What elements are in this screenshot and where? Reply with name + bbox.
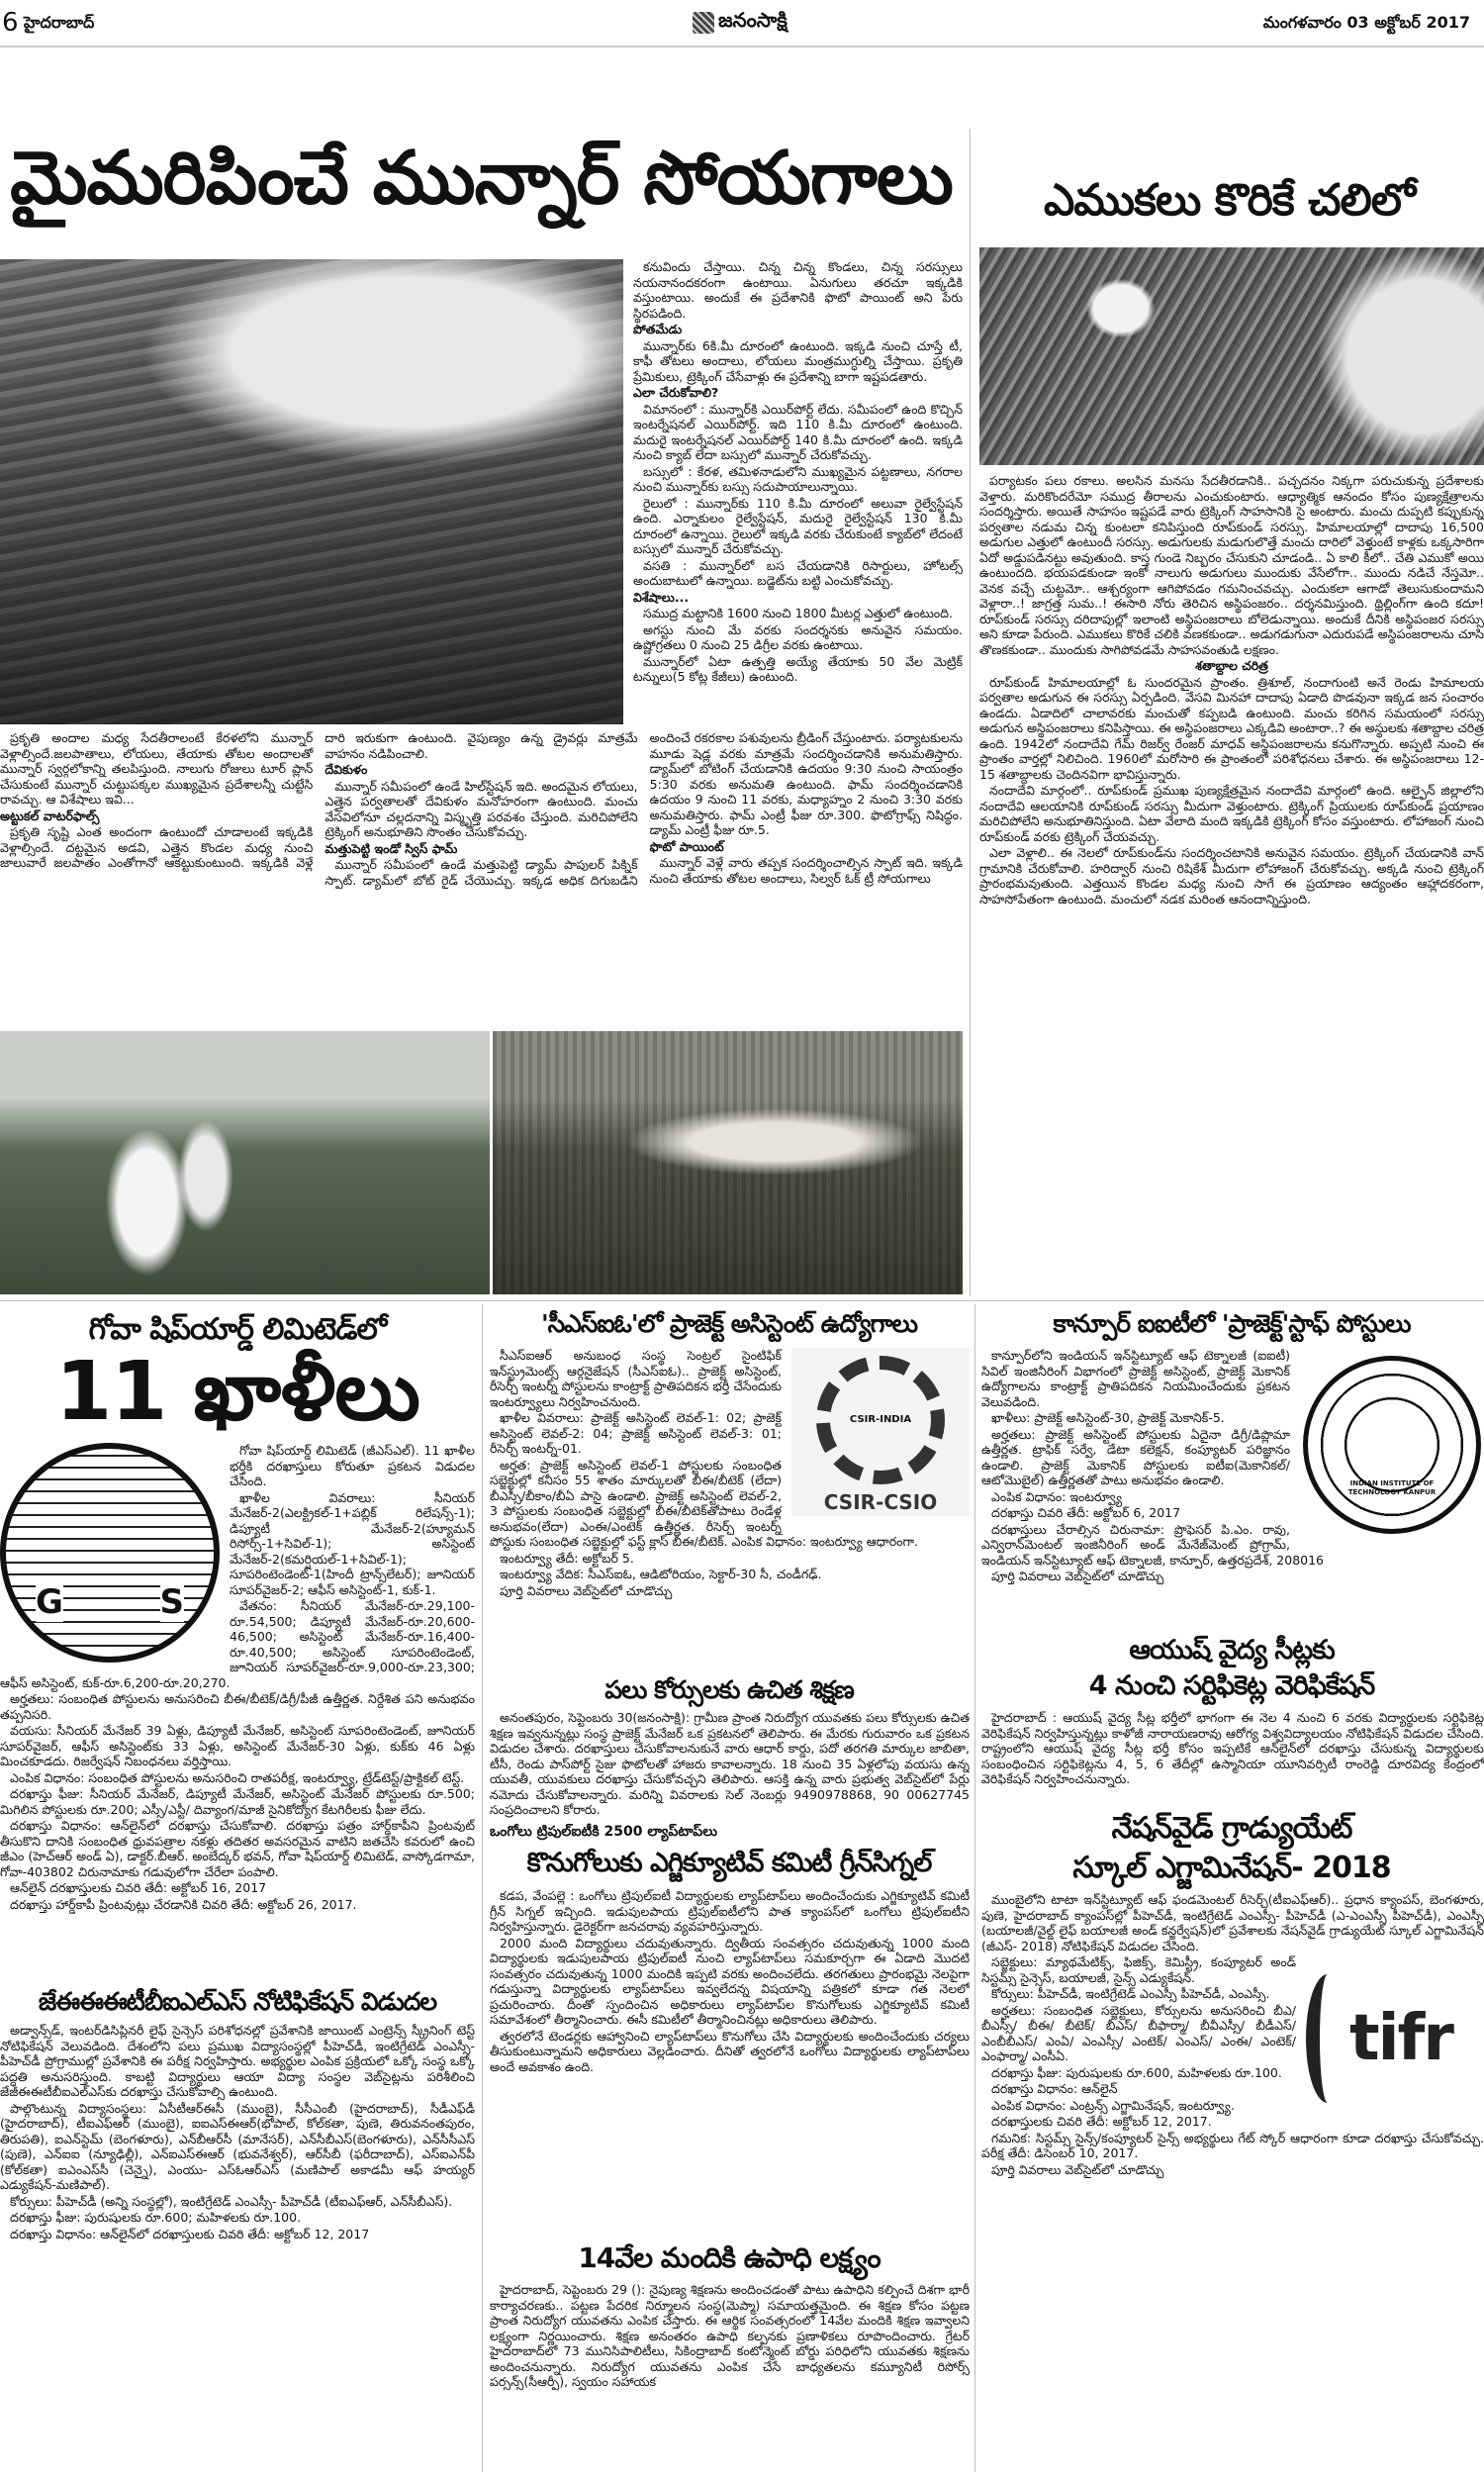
logo-ring-text: CSIR-INDIA bbox=[849, 1414, 912, 1426]
tifr-headline bbox=[979, 1809, 1484, 1888]
ayush-body: హైదరాబాద్ : ఆయుష్ వైద్య సీట్ల భర్తీలో భాగంగా ఈ నెల 4 నుంచి 6 వరకు విద్యార్థులకు సర్టిఫికెట్ల వెరిఫికేషన్ నిర్వహిస్తున్నట్లు కాళోజీ నారాయణరావు ఆరోగ్య విశ్వవిద్యాలయం నోటిఫికేషన్ విడుదల చేసింది. రాష్ట్రంలోని ఆయుష్ వైద్య సీట్ల భర్తీ కోసం ఇప్పటికే ఆన్‌లైన్‌లో దరఖాస్తు చేసుకున్న విద్యార్థులకు సంబంధించిన సర్టిఫికెట్లను 4, 5, 6 తేదీల్లో ఉస్మానియా యూనివర్సిటీ రాంరెడ్డి దూరవిద్య కేంద్రంలో వెరిఫికేషన్ నిర్వహించనున్నారు. bbox=[981, 1710, 1484, 1786]
tifr-logo bbox=[1306, 1954, 1484, 2123]
csio-body: CSIR-INDIA CSIR-CSIO సీఎస్ఐఆర్ అనుబంధ సంస్థ సెంట్రల్ సైంటిఫిక్ ఇన్‌స్ట్రుమెంట్స్ ఆర్గనైజేషన్ (సీఎస్ఐఓ).. ప్రాజెక్ట్ అసిస్టెంట్, రీసెర్చ్ ఇంటర్న్ పోస్టులను కాంట్రాక్ట్ ప్రాతిపదికన భర్తీ చేసేందుకు ఇంటర్వ్యూలు నిర్వహించనుంది. ఖాళీల వివరాలు: ప్రాజెక్ట్ అసిస్టెంట్ లెవల్-1: 02; ప్రాజెక్ట్ అసిస్టెంట్ లెవల్-2: 04; ప్రాజెక్ట్ అసిస్టెంట్ లెవల్-3: 01; రీసెర్చ్ ఇంటర్న్-01. అర్హత: ప్రాజెక్ట్ అసిస్టెంట్ లెవల్-1 పోస్టులకు సంబంధిత సబ్జెక్టుల్లో కనీసం 55 శాతం మార్కులతో బీఈ/బీటెక్ (లేదా) బీఎస్సీ/బీకాం/బీఏ పాసై ఉండాలి. ప్రాజెక్ట్ అసిస్టెంట్ లెవల్-2, 3 పోస్టులకు సంబంధిత సబ్జెక్టుల్లో బీఈ/బీటెక్‌తోపాటు రెండేళ్ల అనుభవం(లేదా) ఎంఈ/ఎంటెక్ ఉత్తీర్ణత. రీసెర్చ్ ఇంటర్న్ పోస్టుకు సంబంధిత సబ్జెక్టుల్లో ఫస్ట్ క్లాస్ బీఈ/బీటెక్. ఎంపిక విధానం: ఇంటర్వ్యూ ఆధారంగా. ఇంటర్వ్యూ తేదీ: అక్టోబర్ 5. ఇంటర్వ్యూ వేదిక: సీఎస్ఐఓ, ఆడిటోరియం, సెక్టార్-30 సీ, చండీగఢ్. పూర్తి వివరాలు వెబ్‌సైట్‌లో చూడొచ్చు bbox=[490, 1348, 970, 1669]
goa-kicker: గోవా షిప్‌యార్డ్ లిమిటెడ్‌లో bbox=[88, 1312, 387, 1347]
free-training-headline: పలు కోర్సులకు ఉచిత శిక్షణ bbox=[604, 1675, 854, 1704]
iit-kanpur-logo bbox=[1300, 1348, 1484, 1542]
page-number: 6 bbox=[2, 8, 19, 38]
edition-city: హైదరాబాద్ bbox=[24, 13, 95, 32]
tifr-headline-line1: నేషన్‌వైడ్ గ్రాడ్యుయేట్ bbox=[1111, 1811, 1352, 1846]
laptops-kicker: ఒంగోలు ట్రిపుల్‌ఐటీకి 2500 ల్యాప్‌టాప్‌లు bbox=[490, 1824, 717, 1840]
skeleton-headline: ఎముకలు కొరికే చలిలో bbox=[1043, 175, 1416, 226]
jee-body: అడ్వాన్స్‌డ్, ఇంటర్‌డిసిప్లినరీ లైఫ్ సైన్సెస్ పరిశోధనల్లో ప్రవేశానికి జాయింట్ ఎంట్రెన్స్ స్క్రీనింగ్ టెస్ట్ నోటిఫికేషన్ వెలువడింది. దేశంలోని పలు ప్రముఖ విద్యాసంస్థల్లో పీహెచ్‌డీ, ఇంటిగ్రేటెడ్ ఎంఎస్సీ-పీహెచ్‌డీ ప్రోగ్రాముల్లో ప్రవేశానికి ఈ పరీక్ష నిర్వహిస్తారు. అభ్యర్థుల ఎంపిక ప్రక్రియలో ఒక్కో సంస్థ ఒక్కో పద్ధతి అనుసరిస్తుంది. కాబట్టి విద్యార్థులు ఆయా విద్యా సంస్థల వెబ్‌సైట్లను పరిశీలించి జేజీఈఈటీబీఐఎల్ఎస్‌కు దరఖాస్తు చేసుకోవాల్సి ఉంటుంది. పాల్గొంటున్న విద్యాసంస్థలు: ఏసీటీఆర్ఈసీ (ముంబై), సీసీఎంబీ (హైదరాబాద్), సీడీఎఫ్‌డీ (హైదరాబాద్), టీఐఎఫ్ఆర్ (ముంబై), ఐఐఎస్ఈఆర్(భోపాల్, కోల్‌కతా, పుణె, తిరువనంతపురం, తిరుపతి), ఐఎన్‌స్టెమ్ (బెంగళూరు), ఎన్‌బీఆర్‌సీ (మానేసర్), ఎన్‌సీబీఎస్(బెంగళూరు), ఎన్‌సీసీఎస్ (పుణె), ఎన్ఐఐ (న్యూఢిల్లీ), ఎన్ఐఎస్ఈఆర్ (భువనేశ్వర్), ఆర్‌సీబీ (ఫరీదాబాద్), ఎస్ఐఎన్‌పీ (కోల్‌కతా) ఐఎంఎస్‌సీ (చెన్నై), ఎంయు- ఎస్ఓఆర్ఎస్ (మణిపాల్ అకాడమీ ఆఫ్ హయ్యర్ ఎడ్యుకేషన్-మణిపాల్). కోర్సులు: పీహెచ్‌డీ (అన్ని సంస్థల్లో), ఇంటిగ్రేటెడ్ ఎంఎస్సీ- పీహెచ్‌డీ (టీఐఎఫ్ఆర్, ఎన్‌సీబీఎస్). దరఖాస్తు ఫీజు: పురుషులకు రూ.600; మహిళలకు రూ.100. దరఖాస్తు విధానం: ఆన్‌లైన్‌లో దరఖాస్తులకు చివరి తేదీ: అక్టోబర్ 12, 2017 bbox=[0, 2023, 475, 2241]
iit-seal-icon bbox=[1303, 1356, 1481, 1534]
munnar-headline: మైమరిపించే మున్నార్ సోయగాలు bbox=[10, 136, 953, 221]
munnar-body: ప్రకృతి అందాల మధ్య సేదతీరాలంటే కేరళలోని మున్నార్ వెళ్లాల్సిందే.జలపాతాలు, లోయలు, తేయాకు తోటల అందాలతో మున్నార్ స్వర్గలోకాన్ని తలపిస్తుంది. నాలుగు రోజులు టూర్ ప్లాన్ చేసుకుంటే మున్నార్ చుట్టుపక్కల ముఖ్యమైన ప్రదేశాలన్నీ చుట్టేసి రావచ్చు. ఆ విశేషాలు ఇవి... అట్టుకల్ వాటర్‌ఫాల్స్ ప్రకృతి సృష్టి ఎంత అందంగా ఉంటుందో చూడాలంటే ఇక్కడికి వెళ్లాల్సిందే. దట్టమైన అడవి, ఎత్తైన కొండల మధ్య నుంచి జాలువారే జలపాతం ఎంతోగానో ఆకట్టుకుంటుంది. ఇక్కడికి వెళ్లే దారి ఇరుకుగా ఉంటుంది. వైపుణ్యం ఉన్న డ్రైవర్లు మాత్రమే వాహనం నడిపించాలి. దేవికుళం మున్నార్ సమీపంలో ఉండే హిల్‌స్టేషన్ ఇది. అందమైన లోయలు, ఎత్తైన పర్వతాలతో దేవికుళం మనోహరంగా ఉంటుంది. మంచు వేసవిలోనూ చల్లదనాన్ని విస్మృత్తి పరవశం చేస్తుంది. మరిచిపోలేని ట్రెక్కింగ్ అనుభూతిని సొంతం చేసుకోవచ్చు. మత్తుపెట్టి ఇండో స్విస్ ఫామ్ మున్నార్ సమీపంలో ఉండే మత్తుపెట్టి డ్యామ్ పాపులర్ పిక్నిక్ స్పాట్. డ్యామ్‌లో బోట్ రైడ్ చేయొచ్చు. ఇక్కడ అధిక దిగుబడిని అందించే రకరకాల పశువులను బ్రీడింగ్ చేస్తుంటారు. పర్యాటకులను మూడు షెడ్ల వరకు మాత్రమే సందర్శించడానికి అనుమతిస్తారు. డ్యామ్‌లో బోటింగ్ చేయడానికి ఉదయం 9:30 నుంచి సాయంత్రం 5:30 వరకు అనుమతి ఉంటుంది. ఫామ్ సందర్శించడానికి ఉదయం 9 నుంచి 11 వరకు, మధ్యాహ్నం 2 నుంచి 3:30 వరకు అనుమతిస్తారు. ఫామ్ ఎంట్రీ ఫీజు రూ.300. ఫొటోగ్రాఫ్స్ నిషిద్ధం. డ్యామ్ ఎంట్రీ ఫీజు రూ.5. ఫొటో పాయింట్ మున్నార్ వెళ్లే వారు తప్పక సందర్శించాల్సిన స్పాట్ ఇది. ఇక్కడి నుంచి తేయాకు తోటల అందాలు, సిల్వర్ ఓక్ ట్రీ సోయగాలు bbox=[0, 730, 963, 888]
ayush-headline-line1: ఆయుష్ వైద్య సీట్లకు bbox=[1129, 1635, 1335, 1666]
logo-caption: CSIR-CSIO bbox=[823, 1490, 938, 1514]
tea-plantation-photo bbox=[0, 259, 623, 724]
goa-intro: గోవా షిప్‌యార్డ్ లిమిటెడ్ (జీఎస్ఎల్). 11 ఖాళీల భర్తీకి దరఖాస్తులు కోరుతూ ప్రకటన విడుదల చేసింది. bbox=[230, 1443, 475, 1488]
gear-emblem-icon bbox=[816, 1356, 945, 1484]
csir-csio-logo bbox=[791, 1348, 970, 1516]
page-header bbox=[0, 0, 1484, 48]
ayush-headline bbox=[979, 1633, 1484, 1704]
goa-shipyard-logo bbox=[0, 1443, 220, 1663]
goa-body: G S గోవా షిప్‌యార్డ్ లిమిటెడ్ (జీఎస్ఎల్). 11 ఖాళీల భర్తీకి దరఖాస్తులు కోరుతూ ప్రకటన విడుదల చేసింది. ఖాళీల వివరాలు: సీనియర్ మేనేజర్-2(ఎలక్ట్రికల్-1+పబ్లిక్ రిలేషన్స్-1); డిప్యూటీ మేనేజర్-2(హ్యూమన్ రిసోర్స్-1+సివిల్-1); అసిస్టెంట్ మేనేజర్-2(కమర్షియల్-1+సివిల్-1); సూపరింటెండెంట్-1(హిందీ ట్రాన్స్‌లేటర్); జూనియర్ సూపర్‌వైజర్-2; ఆఫీస్ అసిస్టెంట్-1, కుక్-1. వేతనం: సీనియర్ మేనేజర్-రూ.29,100-రూ.54,500; డిప్యూటీ మేనేజర్-రూ.20,600-46,500; అసిస్టెంట్ మేనేజర్-రూ.16,400-రూ.40,500; అసిస్టెంట్ సూపరింటెండెంట్, జూనియర్ సూపర్‌వైజర్-రూ.9,000-రూ.23,300; ఆఫీస్ అసిస్టెంట్, కుక్-రూ.6,200-రూ.20,270. అర్హతలు: సంబంధిత పోస్టులను అనుసరించి బీఈ/బీటెక్/డిగ్రీ/పీజీ ఉత్తీర్ణత. నిర్దేశిత పని అనుభవం తప్పనిసరి. వయసు: సీనియర్ మేనేజర్ 39 ఏళ్లు, డిప్యూటీ మేనేజర్, అసిస్టెంట్ సూపరింటెండెంట్, జూనియర్ సూపర్‌వైజర్, ఆఫీస్ అసిస్టెంట్‌కు 33 ఏళ్లు, అసిస్టెంట్ మేనేజర్-30 ఏళ్లు, కుక్‌కు 46 ఏళ్లు మించకూడదు. రిజర్వేషన్ నిబంధనలు వర్తిస్తాయి. ఎంపిక విధానం: సంబంధిత పోస్టులను అనుసరించి రాతపరీక్ష, ఇంటర్వ్యూ, ట్రేడ్‌టెస్ట్/ప్రాక్టికల్ టెస్ట్. దరఖాస్తు ఫీజు: సీనియర్ మేనేజర్, డిప్యూటీ మేనేజర్, అసిస్టెంట్ మేనేజర్ పోస్టులకు రూ.500; మిగిలిన పోస్టులకు రూ.200; ఎస్సీ/ఎస్టీ/ దివ్యాంగ/మాజీ సైనికోద్యోగ కేటగిరీలకు ఫీజు లేదు. దరఖాస్తు విధానం: ఆన్‌లైన్‌లో దరఖాస్తు చేసుకోవాలి. దరఖాస్తు పత్రం హార్డ్‌కాపీని ప్రింటవుట్ తీసుకొని దానికి సంబంధిత ధ్రువపత్రాల నకళ్లు తదితర అవసరమైన వాటిని జతచేసి కవరులో ఉంచి జీఎం (హెచ్ఆర్ అండ్ ఏ), డాక్టర్.బీఆర్. అంబేద్కర్ భవన్, గోవా షిప్‌యార్డ్ లిమిటెడ్, వాస్కోడగామా, గోవా-403802 చిరునామాకు గడువులోగా చేరేలా పంపాలి. ఆన్‌లైన్ దరఖాస్తులకు చివరి తేదీ: అక్టోబర్ 16, 2017 దరఖాస్తు హార్డ్‌కాపీ ప్రింటవుట్లు చేరడానికి చివరి తేదీ: అక్టోబర్ 26, 2017. bbox=[0, 1443, 475, 1912]
csio-headline: 'సీఎస్ఐఓ'లో ప్రాజెక్ట్ అసిస్టెంట్ ఉద్యోగాలు bbox=[540, 1309, 918, 1338]
skeleton-photo bbox=[979, 247, 1484, 465]
goa-headline: 11 ఖాళీలు bbox=[55, 1345, 419, 1439]
jee-headline: జేఈఈఈటీబీఐఎల్ఎస్ నోటిఫికేషన్ విడుదల bbox=[38, 1987, 437, 2016]
munnar-side-column: కనువిందు చేస్తాయి. చిన్న చిన్న కొండలు, చిన్న సరస్సులు నయనానందకరంగా ఉంటాయి. ఏనుగులు తరచూ ఇక్కడికి వస్తుంటాయి. అందుకే ఈ ప్రదేశానికి ఫొటో పాయింట్ అని పేరు స్థిరపడింది. పోతమేడు మున్నార్‌కు 6కి.మీ దూరంలో ఉంటుంది. ఇక్కడి నుంచి చూస్తే టీ, కాఫీ తోటలు అందాలు, లోయలు మంత్రముగ్ధుల్ని చేస్తాయి. ప్రకృతి ప్రేమికులు, ట్రెక్కింగ్ చేసేవాళ్లు ఈ ప్రదేశాన్ని బాగా ఇష్టపడతారు. ఎలా చేరుకోవాలి? విమానంలో : మున్నార్‌కి ఎయిర్‌పోర్ట్ లేదు. సమీపంలో ఉంది కొచ్చిన్ ఇంటర్నేషనల్ ఎయిర్‌పోర్ట్. ఇది 110 కి.మీ దూరంలో ఉంటుంది. మదురై ఇంటర్నేషనల్ ఎయిర్‌పోర్ట్ 140 కి.మీ దూరంలో ఉంది. ఇక్కడి నుంచి క్యాబ్ లేదా బస్సులో మున్నార్ చేరుకోవచ్చు. బస్సులో : కేరళ, తమిళనాడులోని ముఖ్యమైన పట్టణాలు, నగరాల నుంచి మున్నార్‌కు బస్సు సదుపాయాలున్నాయి. రైలులో : మున్నార్‌కు 110 కి.మీ దూరంలో అలువా రైల్వేస్టేషన్ ఉంది. ఎర్నాకులం రైల్వేస్టేషన్, మదురై రైల్వేస్టేషన్ 130 కి.మీ దూరంలో ఉన్నాయి. రైలులో ఇక్కడి వరకు చేరుకుంటే క్యాబ్‌లో లేదంటే బస్సులో మున్నార్ చేరుకోవచ్చు. వసతి : మున్నార్‌లో బస చేయడానికి రిసార్టులు, హోటల్స్ అందుబాటులో ఉన్నాయి. బడ్జెట్‌ను బట్టి ఎంచుకోవచ్చు. విశేషాలు... సముద్ర మట్టానికి 1600 నుంచి 1800 మీటర్ల ఎత్తులో ఉంటుంది. అగస్టు నుంచి మే వరకు సందర్శనకు అనువైన సమయం. ఉష్ణోగ్రతలు 0 నుంచి 25 డిగ్రీల వరకు ఉంటాయి. మున్నార్‌లో ఏటా ఉత్పత్తి అయ్యే తేయాకు 50 వేల మెట్రిక్ టన్నులు(5 కోట్ల కేజీలు) ఉంటుంది. bbox=[633, 259, 963, 684]
skeleton-body: పర్యాటకం పలు రకాలు. అలసిన మనసు సేదతీరడానికి.. పచ్చదనం నిక్కగా పరుచుకున్న ప్రదేశాలకు వెళ్తారు. మరికొందరేమో సముద్ర తీరాలను ఎంచుకుంటారు. ఆధ్యాత్మిక ఆనందం కోసం పుణ్యక్షేత్రాలను సందర్శిస్తారు. అయితే సాహసం ఇష్టపడే వారు ట్రెక్కింగ్ సాహసానికి సై అంటారు. మంచు దుప్పటి కప్పుకున్న పర్వతాల నడుమ చిన్న కుంటలా కనిపిస్తుంది రూప్‌కుండ్ సరస్సు. హిమాలయాల్లో దాదాపు 16,500 అడుగుల ఎత్తులో ఉంటుందీ సరస్సు. అడుగులకు మడుగులొత్తే మంచు దారిలో వెళ్తుంటే కాళ్లకు ఒక్కసారిగా ఏదో అడ్డుపడినట్టు అవుతుంది. కాస్త గుండె నిబ్బరం చేసుకుని చూడండి.. ఏ కాలి కీలో.. చేతి ఎముకో అయి ఉంటుందది. భయపడకుండా ఇంకో నాలుగు అడుగులు ముందుకు వేసేలోగా.. ముందు నడిచే నేస్తమో.. వెనక వచ్చే చుట్టమో.. ఆశ్చర్యంగా ఆగిపోవడం గమనించవచ్చు. ఎందుకలా ఆగాడో తెలుసుకుందామని వెళ్లారా..! జాగ్రత్త సుమ..! ఈసారి నోరు తెరిచిన అస్థిపంజరం.. దర్శనమిస్తుంది. థ్రిల్లింగ్‌గా ఉంది కదూ! రూప్‌కుండ్ సరస్సు దరిదాపుల్లో ఇలాంటి అస్థిపంజరాలు బోలెడున్నాయి. అందుకే దీనికి అస్థిపంజర సరస్సు అని కూడా పేరుంది. ఎముకలు కొరికే చలికి వణకకుండా.. అడుగడుగునా ఎదురుపడే అస్థిపంజరాలను చూసి తొణకకుండా.. ముందుకు సాగిపోవడమే సాహసవంతుడి లక్షణం. శతాబ్దాల చరిత్ర రూప్‌కుండ్ హిమాలయాల్లో ఓ సుందరమైన ప్రాంతం. త్రిశూల్, నందాగుంటి అనే రెండు హిమాలయ పర్వతాల అడుగున ఈ సరస్సు ఏర్పడింది. వేసవి మినహా దాదాపు ఏడాది పొడవునా ఇక్కడ జన సంచారం ఉండదు. ఏడాదిలో చాలావరకు మంచుతో కప్పబడి ఉంటుంది. మంచు కరిగిన సమయంలో సరస్సు అడుగున అస్థిపంజరాలు కనిపిస్తాయి. ఈ అస్థిపంజరాలు ఎక్కడివి అంటారా..? ఈ అస్థులకు శతాబ్దాల చరిత్ర ఉంది. 1942లో నందాదేవి గేమ్ రిజర్వ్ రేంజర్ మాధవ్ అస్థిపంజరాలను కనుగొన్నారు. అప్పటి నుంచి ఈ ప్రాంతం వార్తల్లో నిలిచింది. 1960లో మరోసారి ఈ ప్రాంతంలో పరిశోధనలు చేశారు. ఈ అస్థిపంజరాలు 12-15 శతాబ్దాలకు చెందినవిగా భావిస్తున్నారు. నందాదేవి మార్గంలో.. రూప్‌కుండ్ ప్రముఖ పుణ్యక్షేత్రమైన నందాదేవి మార్గంలో ఉంది. ఆల్ఫైన్ జిల్లాలోని నందాదేవి ఆలయానికి రూప్‌కుండ్ సరస్సు మీదుగా వెళ్తుంటారు. ట్రెక్కింగ్ ప్రియులకు రూప్‌కుండ్ ప్రయాణం మరిచిపోలేని అనుభూతినిస్తుంది. ఏటా వేలాది మంది ఇక్కడికి ట్రెక్కింగ్ కోసం వస్తుంటారు. లోహాజంగ్ నుంచి రూప్‌కుండ్ వరకు ట్రెక్కింగ్ చేయవచ్చు. ఎలా వెళ్లాలి.. ఈ నెలలో రూప్‌కుండ్‌ను సందర్శించటానికి అనువైన సమయం. ట్రెక్కింగ్ చేయడానికి వాన్ గ్రామానికి చేరుకోవాలి. హరిద్వార్ నుంచి రిషికేశ్ మీదుగా లోహాజంగ్ చేరుకోవచ్చు. అక్కడి నుంచి ట్రెక్కింగ్ ప్రారంభమవుతుంది. ఎత్తయిన కొండల మధ్య నుంచి సాగే ఈ ప్రయాణం ఆద్యంతం ఆహ్లాదకరంగా, సాహసోపేతంగా ఉంటుంది. మంచులో నడక మరింత ఆనందాన్నిస్తుంది. bbox=[979, 473, 1484, 906]
tifr-logo-text: tifr bbox=[1349, 2002, 1452, 2075]
logo-letter-g: G bbox=[36, 1582, 63, 1622]
laptops-body: కడప, వేంపల్లె : ఒంగోలు ట్రిపుల్‌ఐటీ విద్యార్థులకు ల్యాప్‌టాప్‌లు అందించేందుకు ఎగ్జిక్యూటివ్ కమిటీ గ్రీన్ సిగ్నల్ ఇచ్చింది. ఇడుపులపాయ ట్రిపుల్‌ఐటీలోని పాత క్యాంపస్‌లో ఒంగోలు ట్రిపుల్‌ఐటీని నిర్వహిస్తున్నారు. డైరెక్టర్‌గా జనచరావు వ్యవహరిస్తున్నారు. 2000 మంది విద్యార్థులు చదువుతున్నారు. ద్వితీయ సంవత్సరం చదువుతున్న 1000 మంది విద్యార్థులకు ఇడుపులపాయ ట్రిపుల్‌ఐటీ నుంచి ల్యాప్‌టాప్‌లు సమకూర్చగా ఈ ఏడాది మొదటి సంవత్సరం చదువుతున్న 1000 మందికి ఇప్పటి వరకు అందించలేదు. తరగతులు ప్రారంభమై నెలపైగా గడుస్తున్నా విద్యార్థులకు ల్యాప్‌టాప్‌లు ఇవ్వలేదన్న విషయాన్ని పత్రికలో కూడా గత నెలలో ప్రచురించారు. దీంతో స్పందించిన అధికారులు ల్యాప్‌టాప్‌ల కొనుగోలుకు ఎగ్జిక్యూటివ్ కమిటీ సమావేశంలో తీర్మానించారు. ఈసీ కమిటీలో తీర్మానించినట్లు అధికారులు తెలిపారు. త్వరలోనే టెండర్లకు ఆహ్వానించి ల్యాప్‌టాప్‌లు కొనుగోలు చేసి విద్యార్థులకు అందించేందుకు చర్యలు తీసుకుంటున్నామని అధికారులు వెల్లడించారు. దీనితో త్వరలోనే ఒంగోలు విద్యార్థులకు ల్యాప్‌టాప్‌లు అందే అవకాశం ఉంది. bbox=[490, 1888, 970, 2074]
free-training-body: అనంతపురం, సెప్టెంబరు 30(జనంసాక్షి): గ్రామీణ ప్రాంత నిరుద్యోగ యువతకు పలు కోర్సులకు ఉచిత శిక్షణ ఇవ్వనున్నట్లు సంస్థ ప్రాజెక్ట్ మేనేజర్ ఒక ప్రకటనలో తెలిపారు. ఈ మేరకు గురువారం ఒక ప్రకటన విడుదల చేశారు. దరఖాస్తులు చేసుకోవాలనుకునే వారు ఆధార్ కార్డు, పదో తరగతి మార్కుల జాబితా, టీసీ, రెండు పాస్‌పోర్ట్ సైజు ఫొటోలతో హాజరు కావాలన్నారు. 18 నుంచి 35 ఏళ్లలోపు వయసు ఉన్న యువతీ, యువకులు దరఖాస్తు చేసుకోవచ్చని తెలిపారు. ఆసక్తి ఉన్న వారు ప్రభుత్వ వెబ్‌సైట్‌లో పేర్లు నమోదు చేసుకోవాలన్నారు. మరిన్ని వివరాలకు సెల్ నెంబర్లు 9490978868, 90 00627745 సంప్రదించాలని కోరారు. bbox=[490, 1710, 970, 1817]
iit-seal-text: INDIAN INSTITUTE OF TECHNOLOGY KANPUR bbox=[1347, 1479, 1437, 1496]
tifr-body: ముంబైలోని టాటా ఇన్‌స్టిట్యూట్ ఆఫ్ ఫండమెంటల్ రీసెర్చ్(టీఐఎఫ్ఆర్).. ప్రధాన క్యాంపస్, బెంగళూరు, పుణె, హైదరాబాద్ క్యాంపస్‌ల్లో పీహెచ్‌డీ, ఇంటిగ్రేటెడ్ ఎంఎస్సీ- పీహెచ్‌డీ (ఎ-ఎంఎస్సీ పీహెచ్‌డీ), ఎంఎస్సీ (బయాలజీ/వైల్డ్ లైఫ్ బయాలజీ అండ్ కన్జర్వేషన్)లో ప్రవేశాలకు నేషన్‌వైడ్ గ్రాడ్యుయేట్ స్కూల్ ఎగ్జామినేషన్ (జీఎస్- 2018) నోటిఫికేషన్ విడుదల చేసింది. tifr సబ్జెక్టులు: మ్యాథమేటిక్స్, ఫిజిక్స్, కెమిస్ట్రీ, కంప్యూటర్ అండ్ సిస్టమ్స్ సైన్సెస్, బయాలజీ, సైన్స్ ఎడ్యుకేషన్. కోర్సులు: పీహెచ్‌డీ, ఇంటిగ్రేటెడ్ ఎంఎస్సీ పీహెచ్‌డీ, ఎంఎస్సీ. అర్హతలు: సంబంధిత సబ్జెక్టులు, కోర్సులను అనుసరించి బీఎ/ బీఎస్సీ/ బీఈ/ బీటెక్/ బీఎస్/ బీఫార్మా/ బీవీఎస్సీ/ బీడీఎస్/ ఎంబీబీఎస్/ ఎంఏ/ ఎంఎస్సీ/ ఎంటెక్/ ఎంఎస్/ ఎంఈ/ ఎంటెక్/ ఎంఫార్మా/ ఎంసీఏ. దరఖాస్తు ఫీజు: పురుషులకు రూ.600, మహిళలకు రూ.100. దరఖాస్తు విధానం: ఆన్‌లైన్ ఎంపిక విధానం: ఎంట్రన్స్ ఎగ్జామినేషన్, ఇంటర్వ్యూ. దరఖాస్తులకు చివరి తేదీ: అక్టోబర్ 12, 2017. గమనిక: సిస్టమ్స్ సైన్స్/కంప్యూటర్ సైన్స్ అభ్యర్థులు గేట్ స్కోర్ ఆధారంగా కూడా దరఖాస్తు చేసుకోవచ్చు. పరీక్ష తేదీ: డిసెంబర్ 10, 2017. పూర్తి వివరాలు వెబ్‌సైట్‌లో చూడొచ్చు bbox=[981, 1892, 1484, 2177]
issue-date: మంగళవారం 03 అక్టోబర్ 2017 bbox=[1262, 13, 1470, 32]
waterfall-photo bbox=[0, 1031, 490, 1294]
masthead bbox=[693, 8, 788, 37]
laptops-headline: కొనుగోలుకు ఎగ్జిక్యూటివ్ కమిటీ గ్రీన్‌సిగ్నల్ bbox=[526, 1848, 932, 1878]
iit-body: INDIAN INSTITUTE OF TECHNOLOGY KANPUR కాన్పూర్‌లోని ఇండియన్ ఇన్‌స్టిట్యూట్ ఆఫ్ టెక్నాలజీ (ఐఐటీ) సివిల్ ఇంజినీరింగ్ విభాగంలో ప్రాజెక్ట్ అసిస్టెంట్, ప్రాజెక్ట్ మెకానిక్ ఉద్యోగాలను కాంట్రాక్ట్ ప్రాతిపదికన నియమించేందుకు ప్రకటన వెలువడింది. ఖాళీలు: ప్రాజెక్ట్ అసిస్టెంట్-30, ప్రాజెక్ట్ మెకానిక్-5. అర్హతలు: ప్రాజెక్ట్ అసిస్టెంట్ పోస్టులకు ఏదైనా డిగ్రీ/డిప్లొమా ఉత్తీర్ణత. ట్రాఫిక్ సర్వే, డేటా కలెక్షన్, కంప్యూటర్ పరిజ్ఞానం ఉండాలి. ప్రాజెక్ట్ మెకానిక్ పోస్టులకు ఐటీఐ(మెకానికల్/ఆటోమొబైల్) ఉత్తీర్ణతతో పాటు అనుభవం ఉండాలి. ఎంపిక విధానం: ఇంటర్వ్యూ దరఖాస్తు చివరి తేదీ: అక్టోబర్ 6, 2017 దరఖాస్తులు చేరాల్సిన చిరునామా: ప్రొఫెసర్ పి.ఎం. రావు, ఎన్విరాన్‌మెంటల్ ఇంజినీరింగ్ అండ్ మేనేజ్‌మెంట్ ప్రోగ్రామ్, ఇండియన్ ఇన్‌స్టిట్యూట్ ఆఫ్ టెక్నాలజీ, కాన్పూర్, ఉత్తరప్రదేశ్, 208016 పూర్తి వివరాలు వెబ్‌సైట్‌లో చూడొచ్చు bbox=[981, 1348, 1484, 1630]
iit-headline: కాన్పూర్ ఐఐటీలో 'ప్రాజెక్ట్'స్టాఫ్ పోస్టులు bbox=[1053, 1309, 1411, 1338]
ayush-headline-line2: 4 నుంచి సర్టిఫికెట్ల వెరిఫికేషన్ bbox=[1088, 1670, 1375, 1701]
employment-headline: 14వేల మందికి ఉపాధి లక్ష్యం bbox=[578, 2241, 881, 2274]
employment-body: హైదరాబాద్, సెప్టెంబరు 29 (): నైపుణ్య శిక్షణను అందించడంతో పాటు ఉపాధిని కల్పించే దిశగా భారీ కార్యాచరణకు.. పట్టణ పేదరిక నిర్మూలన సంస్థ(మెప్మా) సమాయత్తమైంది. ఈ శిక్షణ కోసం పట్టణ ప్రాంత నిరుద్యోగ యువతను ఎంపిక చేస్తారు. ఈ ఆర్థిక సంవత్సరంలో 14వేల మందికి శిక్షణ ఇవ్వాలని లక్ష్యంగా నిర్ణయించారు. శిక్షణ అనంతరం ఉపాధి కల్పనకు ప్రణాళికలు రూపొందించారు. గ్రేటర్ హైదరాబాద్‌లో 73 మునిసిపాలిటీలు, సికింద్రాబాద్ కంటోన్మెంట్ బోర్డు పరిధిలోని యువతకు శిక్షణను అందించనున్నారు. నిరుద్యోగ యువతను ఎంపిక చేసే బాధ్యతలను కమ్యూనిటీ రిసోర్స్ పర్సన్స్(సీఆర్పీ), స్వయం సహాయక bbox=[490, 2282, 970, 2389]
hill-town-photo bbox=[493, 1031, 963, 1294]
masthead-logo-icon bbox=[693, 12, 714, 34]
logo-letter-s: S bbox=[159, 1582, 184, 1622]
masthead-title: జనంసాక్షి bbox=[718, 8, 788, 32]
tifr-headline-line2: స్కూల్ ఎగ్జామినేషన్- 2018 bbox=[1072, 1851, 1391, 1885]
tifr-swoosh-icon bbox=[1306, 1974, 1349, 2103]
